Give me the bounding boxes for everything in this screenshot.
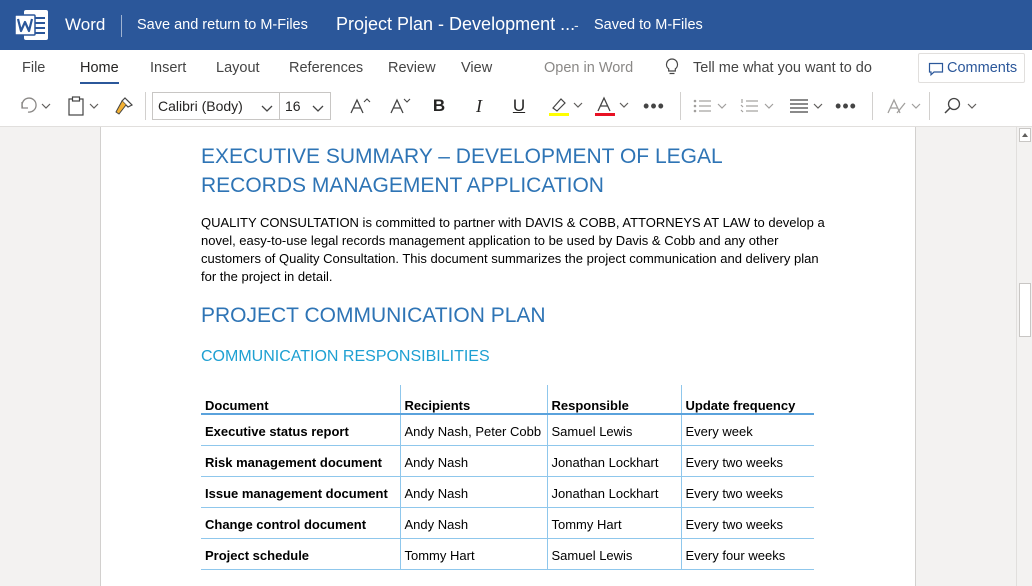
- table-cell[interactable]: Every two weeks: [681, 477, 814, 508]
- column-header[interactable]: Recipients: [400, 385, 547, 414]
- undo-icon[interactable]: [16, 92, 54, 120]
- table-cell[interactable]: Executive status report: [201, 414, 400, 446]
- comment-icon: [928, 61, 944, 82]
- format-painter-icon[interactable]: [110, 92, 138, 120]
- ribbon-divider: [929, 92, 930, 120]
- italic-icon[interactable]: I: [476, 95, 482, 116]
- table-cell[interactable]: Issue management document: [201, 477, 400, 508]
- ribbon-divider: [680, 92, 681, 120]
- styles-icon[interactable]: [884, 92, 924, 120]
- font-name-select[interactable]: [152, 92, 280, 120]
- tab-view[interactable]: View: [461, 60, 493, 76]
- tab-home[interactable]: Home: [80, 60, 119, 76]
- table-row: [201, 414, 814, 446]
- table-row: [201, 477, 814, 508]
- column-header[interactable]: Update frequency: [681, 385, 814, 414]
- scroll-thumb[interactable]: [1019, 283, 1031, 337]
- table-cell[interactable]: Andy Nash, Peter Cobb: [400, 414, 547, 446]
- table-row: [201, 539, 814, 570]
- scroll-up-button[interactable]: [1019, 128, 1031, 142]
- lightbulb-icon[interactable]: [662, 56, 682, 78]
- paste-icon[interactable]: [64, 92, 102, 120]
- align-icon[interactable]: [786, 92, 826, 120]
- heading-communication-responsibilities[interactable]: COMMUNICATION RESPONSIBILITIES: [201, 348, 490, 365]
- tab-file[interactable]: File: [22, 60, 46, 76]
- table-cell[interactable]: Risk management document: [201, 446, 400, 477]
- table-cell[interactable]: Tommy Hart: [547, 508, 681, 539]
- ribbon-divider: [872, 92, 873, 120]
- body-paragraph[interactable]: QUALITY CONSULTATION is committed to partner with DAVIS & COBB, ATTORNEYS AT LAW to develop a novel, easy-to-use legal records management application to be used by Davis & Cobb and any other customers of Quality Consultation. This document summarizes the project communication and delivery plan for the project in detail.: [201, 215, 825, 284]
- comments-button[interactable]: [918, 53, 1025, 83]
- more-icon[interactable]: •••: [835, 95, 857, 116]
- highlight-icon[interactable]: [546, 92, 586, 120]
- communication-table[interactable]: [201, 385, 814, 570]
- bold-icon[interactable]: B: [432, 96, 446, 115]
- font-size-select[interactable]: [279, 92, 331, 120]
- numbering-icon[interactable]: [737, 92, 777, 120]
- word-logo-icon[interactable]: [14, 9, 50, 41]
- tell-me-search[interactable]: Tell me what you want to do: [693, 60, 872, 76]
- table-row: [201, 446, 814, 477]
- table-cell[interactable]: Jonathan Lockhart: [547, 477, 681, 508]
- open-in-word-link[interactable]: Open in Word: [544, 60, 634, 76]
- table-cell[interactable]: Andy Nash: [400, 446, 547, 477]
- document-canvas[interactable]: [0, 127, 1016, 586]
- font-name-value: Calibri (Body): [158, 98, 243, 114]
- table-cell[interactable]: Every two weeks: [681, 446, 814, 477]
- save-and-return-button[interactable]: Save and return to M-Files: [137, 17, 308, 33]
- save-status: Saved to M-Files: [594, 17, 703, 33]
- table-cell[interactable]: Samuel Lewis: [547, 539, 681, 570]
- tab-references[interactable]: References: [289, 60, 364, 76]
- table-cell[interactable]: Every two weeks: [681, 508, 814, 539]
- ribbon: [0, 50, 1032, 127]
- table-header-row: [201, 385, 814, 414]
- chevron-down-icon: [261, 101, 273, 119]
- document-page[interactable]: [100, 127, 916, 586]
- table-cell[interactable]: Every week: [681, 414, 814, 446]
- title-separator: -: [574, 17, 579, 33]
- font-size-value: 16: [285, 98, 301, 114]
- table-cell[interactable]: Tommy Hart: [400, 539, 547, 570]
- find-icon[interactable]: [940, 92, 980, 120]
- table-row: [201, 508, 814, 539]
- document-title[interactable]: Project Plan - Development ...: [336, 14, 576, 34]
- active-tab-indicator: [80, 82, 119, 84]
- app-name[interactable]: Word: [65, 15, 106, 34]
- heading-communication-plan[interactable]: PROJECT COMMUNICATION PLAN: [201, 304, 546, 327]
- more-icon[interactable]: •••: [643, 95, 665, 116]
- tab-insert[interactable]: Insert: [150, 60, 187, 76]
- comments-label: Comments: [947, 60, 1018, 76]
- table-cell[interactable]: Samuel Lewis: [547, 414, 681, 446]
- table-cell[interactable]: Every four weeks: [681, 539, 814, 570]
- column-header[interactable]: Responsible: [547, 385, 681, 414]
- tab-review[interactable]: Review: [388, 60, 436, 76]
- table-cell[interactable]: Jonathan Lockhart: [547, 446, 681, 477]
- underline-icon[interactable]: U: [512, 96, 526, 115]
- title-divider: [121, 15, 122, 37]
- table-cell[interactable]: Andy Nash: [400, 508, 547, 539]
- font-color-icon[interactable]: [592, 92, 632, 120]
- bullets-icon[interactable]: [690, 92, 730, 120]
- ribbon-divider: [145, 92, 146, 120]
- shrink-font-icon[interactable]: [386, 92, 414, 120]
- column-header[interactable]: Document: [201, 385, 400, 414]
- vertical-scrollbar[interactable]: [1016, 127, 1032, 586]
- grow-font-icon[interactable]: [346, 92, 374, 120]
- heading-executive-summary[interactable]: EXECUTIVE SUMMARY – DEVELOPMENT OF LEGAL RECORDS MANAGEMENT APPLICATION: [201, 145, 722, 197]
- title-bar: [0, 0, 1032, 50]
- tab-layout[interactable]: Layout: [216, 60, 260, 76]
- table-cell[interactable]: Andy Nash: [400, 477, 547, 508]
- chevron-down-icon: [312, 101, 324, 119]
- table-cell[interactable]: Change control document: [201, 508, 400, 539]
- table-cell[interactable]: Project schedule: [201, 539, 400, 570]
